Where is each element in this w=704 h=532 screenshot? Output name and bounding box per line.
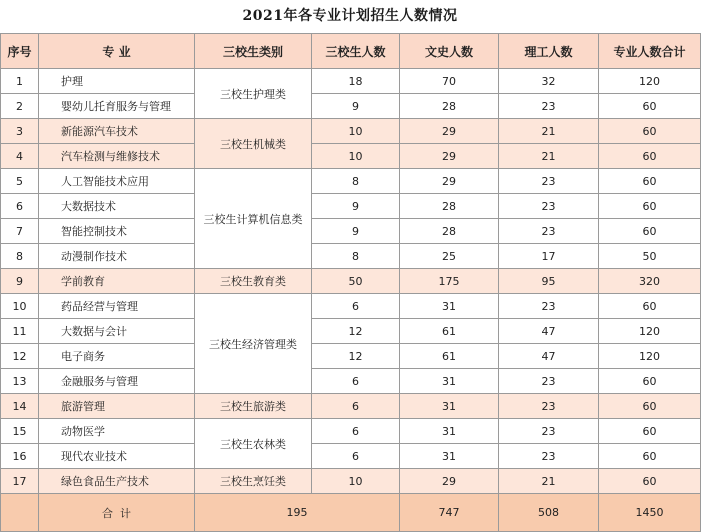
row-total: 50: [599, 244, 701, 269]
row-major: 大数据技术: [39, 194, 195, 219]
header-no: 序号: [1, 34, 39, 69]
row-no: 10: [1, 294, 39, 319]
row-lg: 23: [499, 294, 599, 319]
row-no: 16: [1, 444, 39, 469]
header-ws-count: 文史人数: [400, 34, 499, 69]
table-row: [1, 369, 701, 394]
row-sx: 6: [312, 394, 400, 419]
row-sx: 9: [312, 219, 400, 244]
row-total: 60: [599, 394, 701, 419]
header-sx-count: 三校生人数: [312, 34, 400, 69]
row-no: 17: [1, 469, 39, 494]
row-category: 三校生护理类: [195, 69, 312, 119]
row-ws: 29: [400, 469, 499, 494]
row-lg: 23: [499, 369, 599, 394]
table-row: [1, 444, 701, 469]
table-row: [1, 344, 701, 369]
row-lg: 23: [499, 94, 599, 119]
row-no: 1: [1, 69, 39, 94]
row-ws: 31: [400, 419, 499, 444]
header-major: 专 业: [39, 34, 195, 69]
row-major: 绿色食品生产技术: [39, 469, 195, 494]
totals-total: 1450: [599, 494, 701, 532]
totals-blank: [1, 494, 39, 532]
row-ws: 25: [400, 244, 499, 269]
row-lg: 23: [499, 219, 599, 244]
row-no: 15: [1, 419, 39, 444]
row-no: 12: [1, 344, 39, 369]
row-total: 120: [599, 319, 701, 344]
row-sx: 9: [312, 94, 400, 119]
totals-label: 合 计: [39, 494, 195, 532]
row-total: 60: [599, 119, 701, 144]
row-ws: 31: [400, 444, 499, 469]
row-total: 60: [599, 144, 701, 169]
row-total: 60: [599, 169, 701, 194]
header-row: [1, 34, 701, 69]
row-major: 药品经营与管理: [39, 294, 195, 319]
row-lg: 21: [499, 469, 599, 494]
row-sx: 12: [312, 319, 400, 344]
row-lg: 23: [499, 194, 599, 219]
table-row: [1, 244, 701, 269]
row-major: 人工智能技术应用: [39, 169, 195, 194]
row-lg: 23: [499, 169, 599, 194]
header-total: 专业人数合计: [599, 34, 701, 69]
header-lg-count: 理工人数: [499, 34, 599, 69]
row-lg: 21: [499, 144, 599, 169]
row-lg: 23: [499, 444, 599, 469]
row-total: 60: [599, 219, 701, 244]
row-major: 智能控制技术: [39, 219, 195, 244]
row-category: 三校生经济管理类: [195, 294, 312, 394]
row-category: 三校生机械类: [195, 119, 312, 169]
row-lg: 23: [499, 394, 599, 419]
row-lg: 47: [499, 344, 599, 369]
row-ws: 31: [400, 394, 499, 419]
row-major: 动物医学: [39, 419, 195, 444]
table-row: [1, 219, 701, 244]
row-sx: 50: [312, 269, 400, 294]
row-sx: 6: [312, 444, 400, 469]
row-category: 三校生烹饪类: [195, 469, 312, 494]
row-total: 60: [599, 419, 701, 444]
row-ws: 175: [400, 269, 499, 294]
row-lg: 23: [499, 419, 599, 444]
row-no: 4: [1, 144, 39, 169]
row-ws: 70: [400, 69, 499, 94]
row-major: 汽车检测与维修技术: [39, 144, 195, 169]
totals-row: [1, 494, 701, 532]
table-row: [1, 419, 701, 444]
row-lg: 17: [499, 244, 599, 269]
row-sx: 9: [312, 194, 400, 219]
row-major: 新能源汽车技术: [39, 119, 195, 144]
row-total: 120: [599, 344, 701, 369]
row-category: 三校生教育类: [195, 269, 312, 294]
table-row: [1, 119, 701, 144]
row-sx: 10: [312, 119, 400, 144]
row-total: 60: [599, 94, 701, 119]
row-ws: 61: [400, 344, 499, 369]
row-sx: 6: [312, 419, 400, 444]
row-major: 金融服务与管理: [39, 369, 195, 394]
row-major: 护理: [39, 69, 195, 94]
table-row: [1, 469, 701, 494]
row-major: 现代农业技术: [39, 444, 195, 469]
row-ws: 29: [400, 169, 499, 194]
row-category: 三校生农林类: [195, 419, 312, 469]
row-lg: 32: [499, 69, 599, 94]
table-row: [1, 144, 701, 169]
totals-ws: 747: [400, 494, 499, 532]
table-row: [1, 194, 701, 219]
table-row: [1, 319, 701, 344]
row-category: 三校生计算机信息类: [195, 169, 312, 269]
row-total: 60: [599, 294, 701, 319]
enrollment-table: [0, 33, 701, 532]
row-no: 3: [1, 119, 39, 144]
row-no: 7: [1, 219, 39, 244]
row-lg: 95: [499, 269, 599, 294]
row-sx: 18: [312, 69, 400, 94]
row-sx: 10: [312, 469, 400, 494]
row-major: 婴幼儿托育服务与管理: [39, 94, 195, 119]
row-sx: 12: [312, 344, 400, 369]
row-major: 学前教育: [39, 269, 195, 294]
row-sx: 6: [312, 369, 400, 394]
row-lg: 47: [499, 319, 599, 344]
row-major: 旅游管理: [39, 394, 195, 419]
totals-lg: 508: [499, 494, 599, 532]
table-row: [1, 169, 701, 194]
row-sx: 8: [312, 244, 400, 269]
row-ws: 28: [400, 219, 499, 244]
row-ws: 29: [400, 144, 499, 169]
row-major: 大数据与会计: [39, 319, 195, 344]
row-sx: 6: [312, 294, 400, 319]
table-row: [1, 69, 701, 94]
row-total: 120: [599, 69, 701, 94]
row-total: 60: [599, 469, 701, 494]
row-ws: 31: [400, 294, 499, 319]
row-total: 60: [599, 444, 701, 469]
row-major: 动漫制作技术: [39, 244, 195, 269]
totals-sx: 195: [195, 494, 400, 532]
row-no: 2: [1, 94, 39, 119]
header-category: 三校生类别: [195, 34, 312, 69]
row-category: 三校生旅游类: [195, 394, 312, 419]
row-ws: 28: [400, 94, 499, 119]
row-ws: 28: [400, 194, 499, 219]
row-total: 60: [599, 369, 701, 394]
table-title: 2021年各专业计划招生人数情况: [0, 0, 700, 34]
row-sx: 10: [312, 144, 400, 169]
row-no: 13: [1, 369, 39, 394]
row-ws: 29: [400, 119, 499, 144]
row-sx: 8: [312, 169, 400, 194]
table-row: [1, 269, 701, 294]
row-total: 60: [599, 194, 701, 219]
row-no: 8: [1, 244, 39, 269]
table-row: [1, 294, 701, 319]
row-total: 320: [599, 269, 701, 294]
row-lg: 21: [499, 119, 599, 144]
row-no: 5: [1, 169, 39, 194]
row-ws: 61: [400, 319, 499, 344]
row-ws: 31: [400, 369, 499, 394]
table-row: [1, 94, 701, 119]
row-no: 11: [1, 319, 39, 344]
table-row: [1, 394, 701, 419]
row-no: 6: [1, 194, 39, 219]
row-no: 9: [1, 269, 39, 294]
row-major: 电子商务: [39, 344, 195, 369]
row-no: 14: [1, 394, 39, 419]
